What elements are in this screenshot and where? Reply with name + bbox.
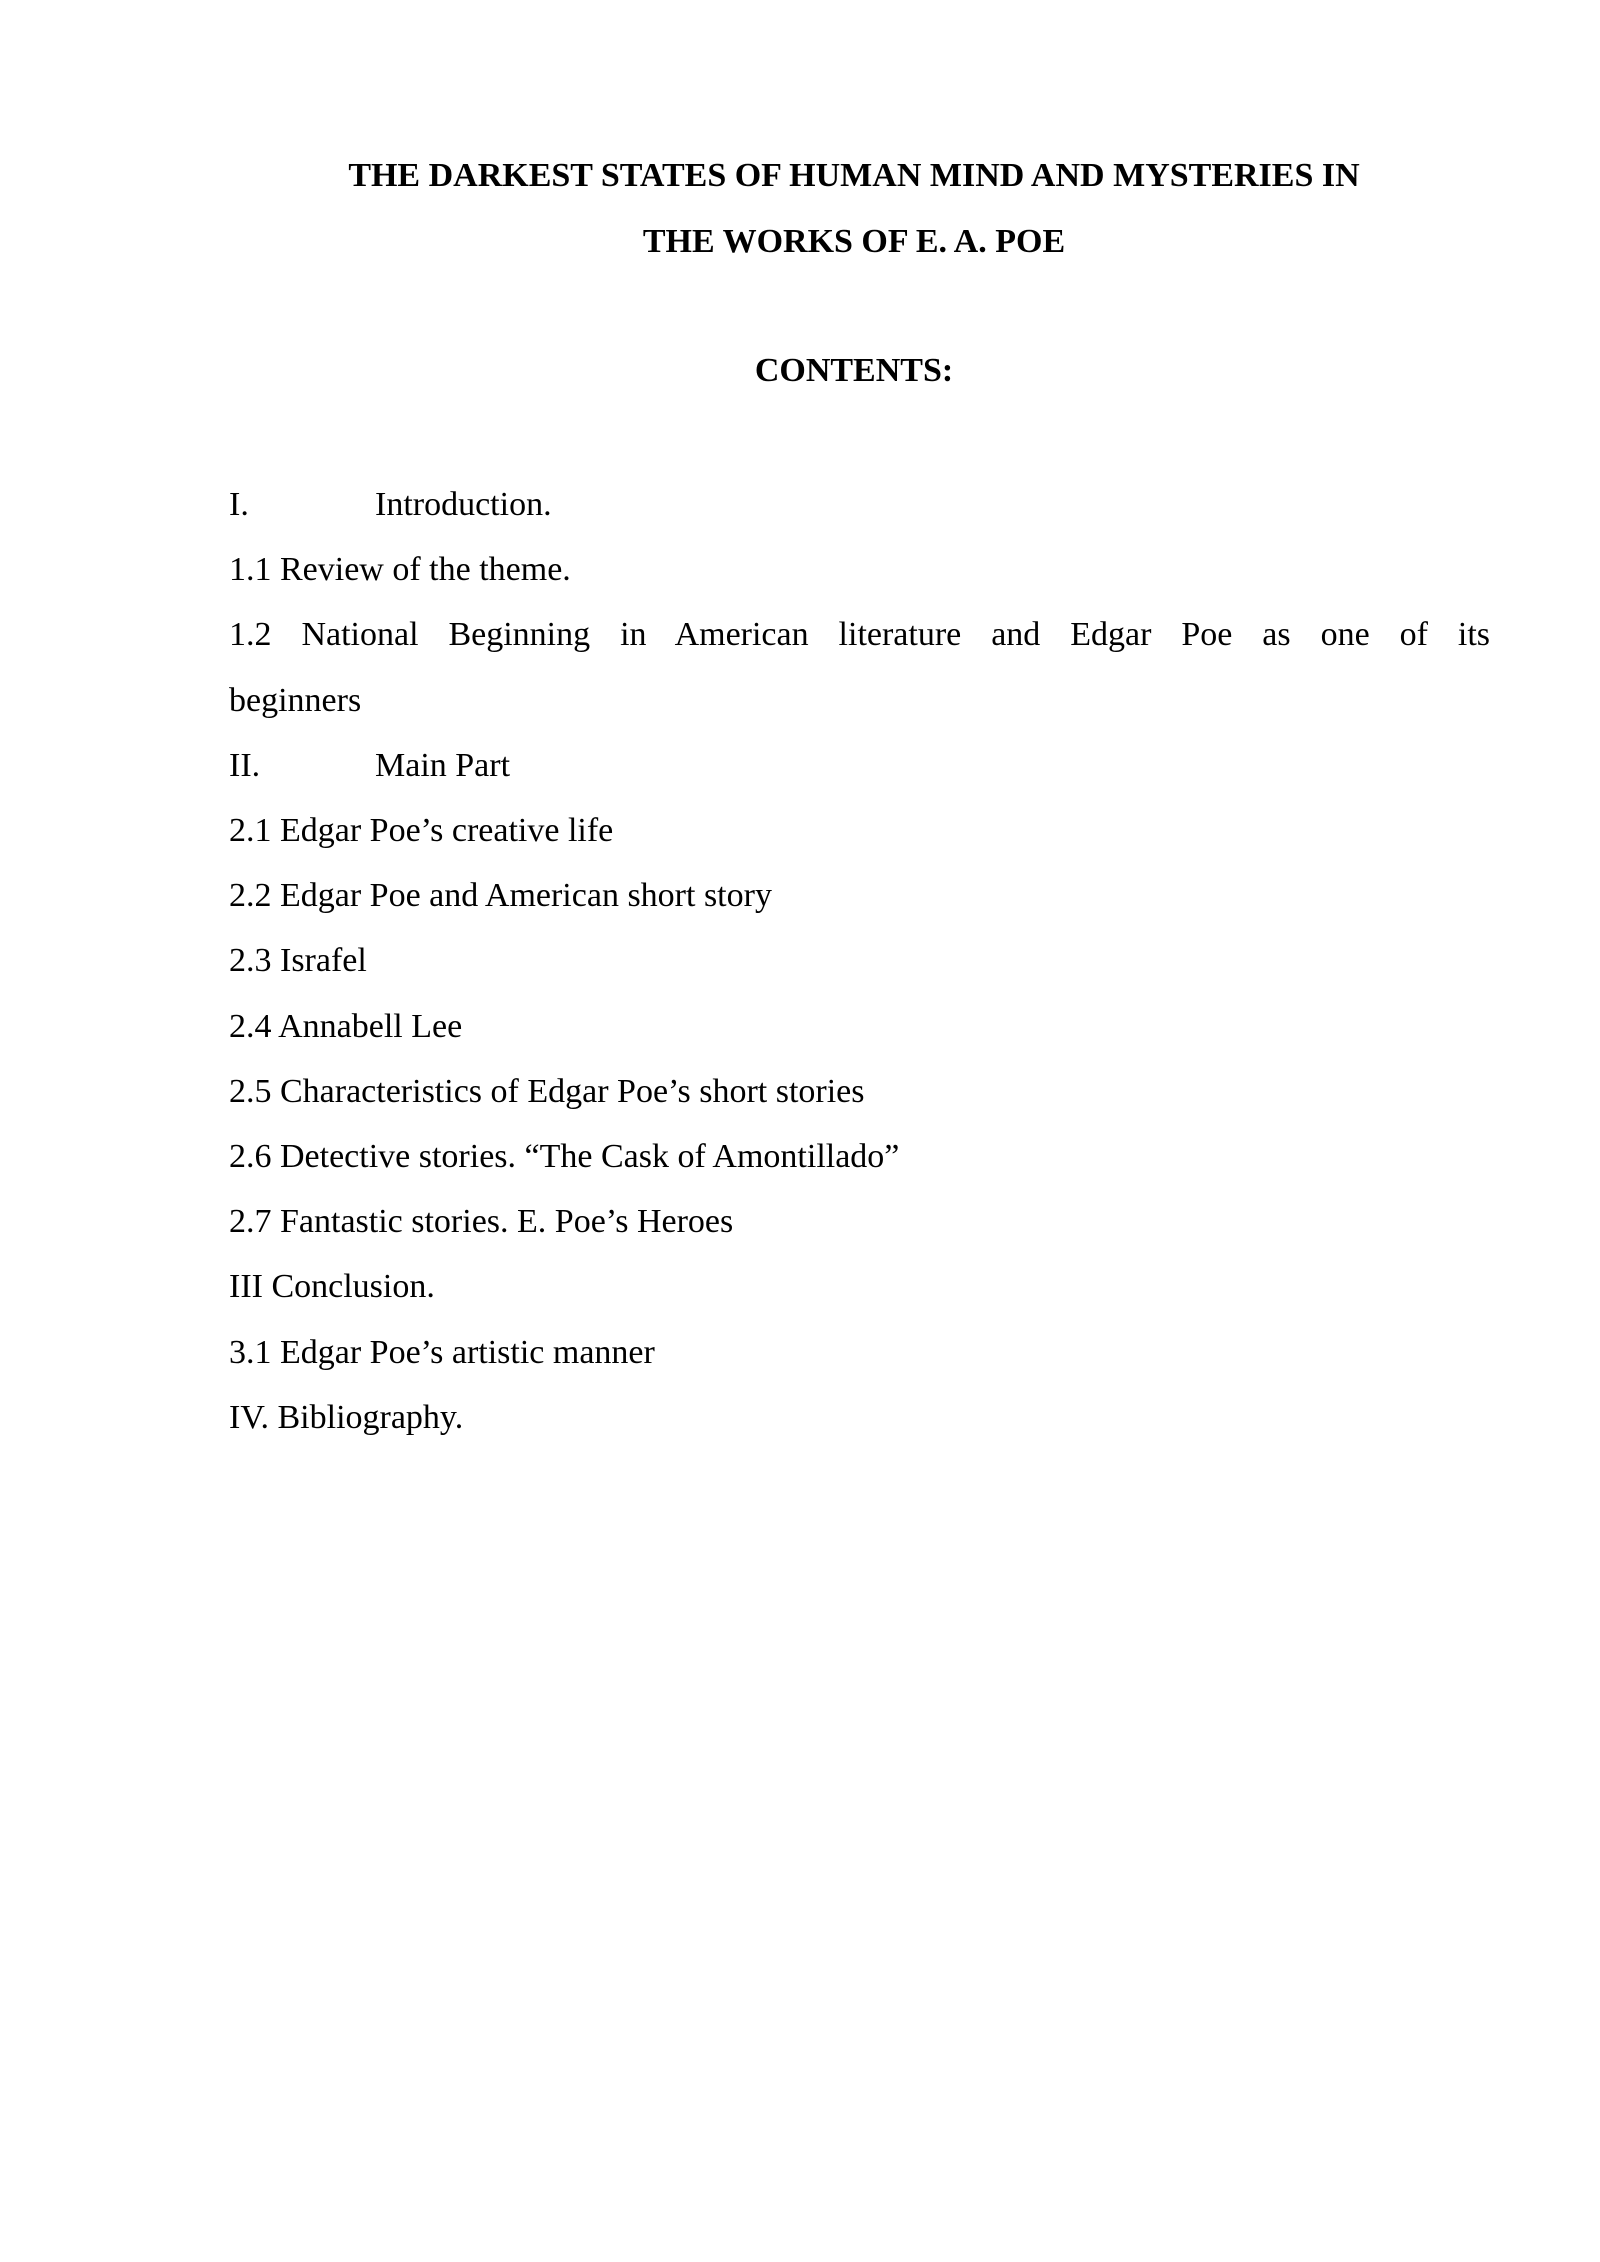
- toc-item-1-1: 1.1 Review of the theme.: [229, 551, 571, 589]
- table-of-contents: [229, 472, 1490, 1450]
- toc-item-main-part: [229, 733, 1490, 798]
- toc-item-introduction: [229, 472, 1490, 537]
- document-title: [229, 143, 1479, 275]
- toc-item-2-3: 2.3 Israfel: [229, 942, 367, 980]
- contents-heading: CONTENTS:: [754, 352, 954, 389]
- toc-item-label: Main Part: [375, 746, 511, 784]
- toc-item-2-1: 2.1 Edgar Poe’s creative life: [229, 812, 614, 850]
- toc-item-2-5: 2.5 Characteristics of Edgar Poe’s short stories: [229, 1072, 865, 1110]
- title-line-1: THE DARKEST STATES OF HUMAN MIND AND MYSTERIES IN: [348, 157, 1360, 194]
- toc-item-2-6: 2.6 Detective stories. “The Cask of Amontillado”: [229, 1138, 900, 1176]
- toc-item-1-2: [229, 602, 1490, 732]
- toc-item-number: I.: [229, 486, 249, 523]
- toc-item-1-2-line-2: beginners: [229, 681, 362, 719]
- toc-item-3-1: 3.1 Edgar Poe’s artistic manner: [229, 1333, 655, 1371]
- toc-item-number: II.: [229, 746, 261, 784]
- title-line-2: THE WORKS OF E. A. POE: [642, 223, 1066, 260]
- toc-item-label: Introduction.: [375, 486, 552, 523]
- toc-item-3: III Conclusion.: [229, 1268, 435, 1306]
- toc-item-4: IV. Bibliography.: [229, 1398, 464, 1436]
- toc-item-2-7: 2.7 Fantastic stories. E. Poe’s Heroes: [229, 1203, 734, 1241]
- toc-item-1-2-line-1: 1.2 National Beginning in American literature and Edgar Poe as one of its: [229, 616, 1490, 654]
- toc-item-2-2: 2.2 Edgar Poe and American short story: [229, 877, 772, 915]
- toc-item-2-4: 2.4 Annabell Lee: [229, 1007, 463, 1045]
